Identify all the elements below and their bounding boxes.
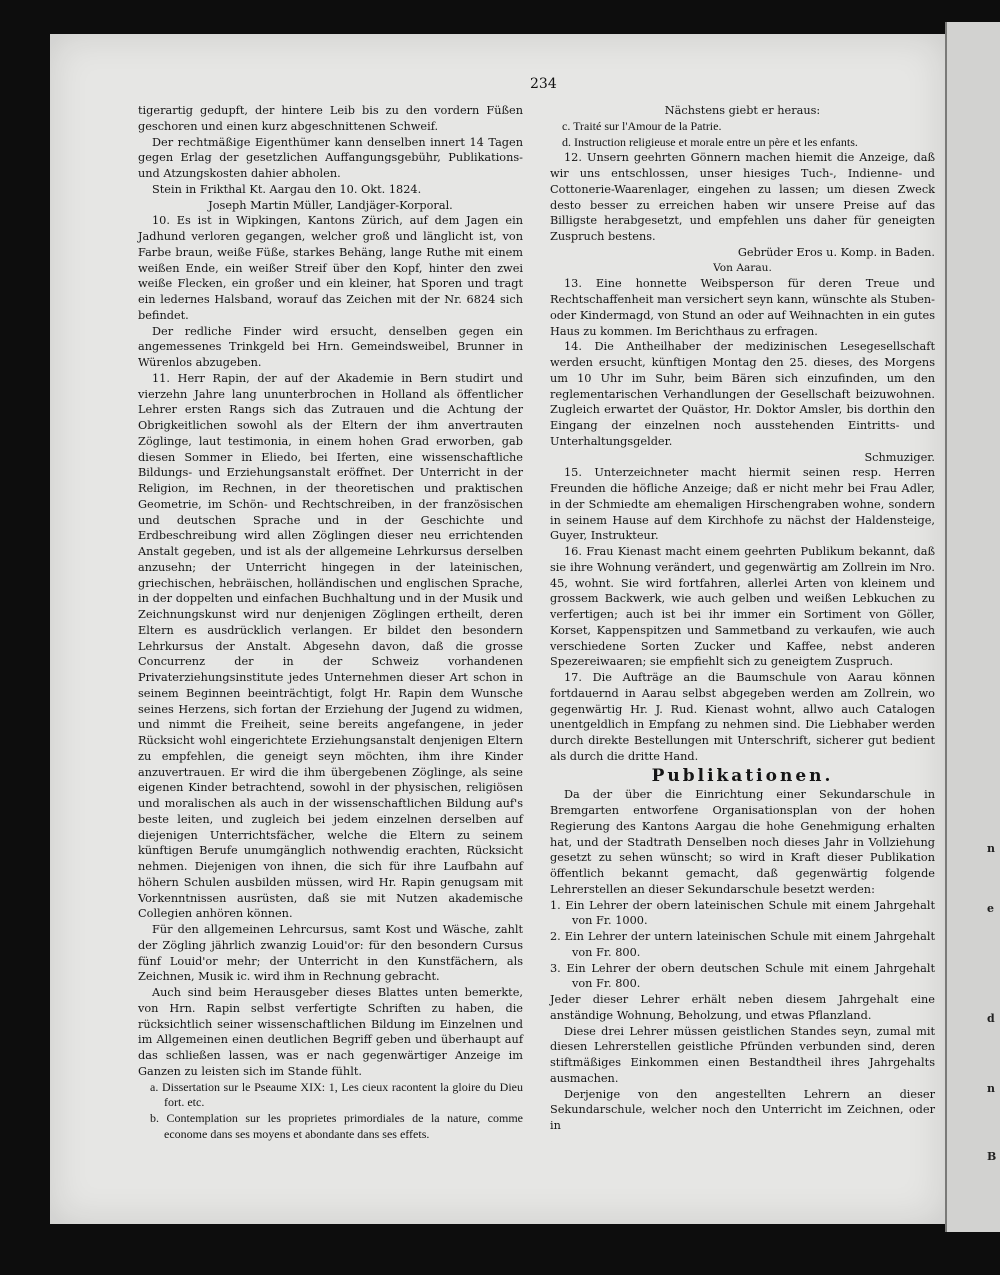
paragraph: d. Instruction religieuse et morale entre un père et les enfants. xyxy=(562,134,858,149)
adjacent-page-edge xyxy=(945,22,1000,1232)
page-number: 234 xyxy=(530,76,557,92)
paragraph: Gebrüder Eros u. Komp. in Baden. xyxy=(737,245,935,259)
section-heading: Publikationen. xyxy=(651,765,834,786)
paragraph: Jeder dieser Lehrer erhält neben diesem Jahrgehalt eine anständige Wohnung, Beholzung, und etwas Pflanzland. xyxy=(550,993,935,1022)
edge-fragment: d xyxy=(987,1012,995,1025)
paragraph: Diese drei Lehrer müssen geistlichen Standes seyn, zumal mit diesen Lehrerstellen geistliche Pfründen verbunden sind, deren stiftmäßiges Einkommen einen Bestandtheil ihres Jahrgehalts ausmachen. xyxy=(550,1024,935,1085)
paragraph: 16. Frau Kienast macht einem geehrten Publikum bekannt, daß sie ihre Wohnung verändert, und gegenwärtig am Zollrein im Nro. 45, wohnt. Sie wird fortfahren, allerlei Arten von kleinem und grossem Backwerk, wie auch gelben und weißen Lebkuchen zu verfertigen; auch ist bei ihr immer ein Sortiment von Göller, Korset, Kappenspitzen und Sammetband zu verkaufen, wie auch verschiedene Sorten Zucker und Kaffee, nebst anderen Spezereiwaaren; sie empfiehlt sich zu geneigtem Zuspruch. xyxy=(550,545,935,669)
paragraph: 11. Herr Rapin, der auf der Akademie in Bern studirt und vierzehn Jahre lang ununterbrochen in Holland als öffentlicher Lehrer ersten Rangs sich das Zutrauen und die Achtung der Obrigkeitlichen sowohl als der Eltern der ihm anvertrauten Zöglinge, laut testimonia, in einem hohen Grad erworben, gab diesen Sommer in Eliedo, bei Iferten, eine wissenschaftliche Bildungs- und Erziehungsanstalt eröffnet. Der Unterricht in der Religion, im Rechnen, in der theoretischen und praktischen Geometrie, im Schön- und Rechtschreiben, in der französischen und deutschen Sprache und in der Geschichte und Erdbeschreibung wird allen Zöglingen dieser neu errichtenden Anstalt gegeben, und ist als der allgemeine Lehrkursus derselben anzusehn; der Unterricht hingegen in der lateinischen, griechischen, hebräischen, holländischen und englischen Sprache, in der doppelten und einfachen Buchhaltung und in der Musik und Zeichnungskunst wird nur denjenigen Zöglingen ertheilt, deren Eltern es ausdrücklich verlangen. Er bildet den besondern Lehrkursus der Anstalt. Abgesehn davon, daß die grosse Concurrenz der in der Schweiz vorhandenen Privaterziehungsinstitute jedes Unternehmen dieser Art schon in seinem Beginnen beeinträchtigt, folgt Hr. Rapin dem Wunsche seines Herzens, sich fortan der Erziehung der Jugend zu widmen, und nimmt die Freiheit, seine bereits angefangene, in jeder Rücksicht wohl eingerichtete Erziehungsanstalt denjenigen Eltern zu empfehlen, die geneigt seyn möchten, ihm ihre Kinder anzuvertrauen. Er wird die ihm übergebenen Zöglinge, als seine eigenen Kinder betrachtend, sowohl in der physischen, religiösen und moralischen als auch in der wissenschaftlichen Bildung auf's beste leiten, und zugleich bei jedem einzelnen derselben auf diejenigen Unterrichtsfächer, welche die Eltern zu seinem künftigen Berufe unumgänglich nothwendig erachten, Rücksicht nehmen. Diejenigen von ihnen, die sich für ihre Laufbahn auf höhern Schulen ausbilden müssen, wird Hr. Rapin genugsam mit Vorkenntnissen ausrüsten, daß sie mit Nutzen akademische Collegien anhören können. xyxy=(138,371,523,921)
paragraph: a. Dissertation sur le Pseaume XIX: 1, Les cieux racontent la gloire du Dieu fort. etc. xyxy=(150,1079,523,1110)
paragraph: b. Contemplation sur les proprietes primordiales de la nature, comme econome dans ses moyens et abondante dans ses effets. xyxy=(150,1111,523,1141)
paragraph: Derjenige von den angestellten Lehrern an dieser Sekundarschule, welcher noch den Unterricht im Zeichnen, oder in xyxy=(550,1087,935,1132)
paragraph: 17. Die Aufträge an die Baumschule von Aarau können fortdauernd in Aarau selbst abgegeben werden am Zollrein, wo gegenwärtig Hr. J. Rud. Kienast wohnt, allwo auch Catalogen unentgeldlich in Empfang zu nehmen sind. Die Liebhaber werden durch direkte Bestellungen mit Unterschrift, sicherer gut bedient als durch die dritte Hand. xyxy=(550,671,935,763)
paragraph: 13. Eine honnette Weibsperson für deren Treue und Rechtschaffenheit man versichert seyn kann, wünschte als Stuben- oder Kindermagd, von Stund an oder auf Weihnachten in ein gutes Haus zu kommen. Im Berichthaus zu erfragen. xyxy=(550,277,935,338)
paragraph: Der rechtmäßige Eigenthümer kann denselben innert 14 Tagen gegen Erlag der gesetzlichen Auffangungsgebühr, Publikations- und Atzungskosten dahier abholen. xyxy=(138,135,523,180)
paragraph: Von Aarau. xyxy=(713,261,772,274)
paragraph: Für den allgemeinen Lehrcursus, samt Kost und Wäsche, zahlt der Zögling jährlich zwanzig Louid'or: für den besondern Cursus fünf Louid'or mehr; der Unterricht in den Kunstfächern, als Zeichnen, Musik ic. wird ihm in Rechnung gebracht. xyxy=(138,923,523,984)
paragraph: Joseph Martin Müller, Landjäger-Korporal. xyxy=(208,198,453,212)
paragraph: Da der über die Einrichtung einer Sekundarschule in Bremgarten entworfene Organisationsplan von der hohen Regierung des Kantons Aargau die hohe Genehmigung erhalten hat, und der Stadtrath Denselben noch dieses Jahr in Vollziehung gesetzt zu sehen wünscht; so wird in Kraft dieser Publikation öffentlich bekannt gemacht, daß gegenwärtig folgende Lehrerstellen an dieser Sekundarschule besetzt werden: xyxy=(550,788,935,896)
paragraph: Schmuziger. xyxy=(864,450,935,464)
edge-fragment: B xyxy=(987,1150,997,1163)
paragraph: tigerartig gedupft, der hintere Leib bis zu den vordern Füßen geschoren und einen kurz abgeschnittenen Schweif. xyxy=(138,104,523,133)
edge-fragment: e xyxy=(987,902,994,915)
left-column xyxy=(138,103,523,1143)
paragraph: 15. Unterzeichneter macht hiermit seinen resp. Herren Freunden die höfliche Anzeige; daß er nicht mehr bei Frau Adler, in der Schmiedte am ehemaligen Hirschengraben wohne, sondern in seinem Hause auf dem Kirchhofe zu nächst der Haldensteige, Guyer, Instrukteur. xyxy=(550,466,935,543)
paragraph: 12. Unsern geehrten Gönnern machen hiemit die Anzeige, daß wir uns entschlossen, unser hiesiges Tuch-, Indienne- und Cottonerie-Waarenlager, eingehen zu lassen; um diesen Zweck desto besser zu erreichen haben wir unsere Preise auf das Billigste herabgesetzt, und empfehlen uns daher für geneigten Zuspruch bestens. xyxy=(550,151,935,243)
paragraph: 3. Ein Lehrer der obern deutschen Schule mit einem Jahrgehalt von Fr. 800. xyxy=(550,961,935,991)
edge-fragment: n xyxy=(987,842,995,855)
paragraph: 14. Die Antheilhaber der medizinischen Lesegesellschaft werden ersucht, künftigen Montag den 25. dieses, des Morgens um 10 Uhr im Suhr, beim Bären sich einzufinden, um den reglementarischen Verhandlungen der Gesellschaft beizuwohnen. Zugleich erwartet der Quästor, Hr. Doktor Amsler, bis dorthin den Eingang der einzelnen noch ausstehenden Eintritts- und Unterhaltungsgelder. xyxy=(550,340,935,448)
paragraph: Stein in Frikthal Kt. Aargau den 10. Okt. 1824. xyxy=(152,182,422,196)
paragraph: 1. Ein Lehrer der obern lateinischen Schule mit einem Jahrgehalt von Fr. 1000. xyxy=(550,898,935,928)
paragraph: Nächstens giebt er heraus: xyxy=(664,104,821,117)
paragraph: Der redliche Finder wird ersucht, denselben gegen ein angemessenes Trinkgeld bei Hrn. Gemeindsweibel, Brunner in Würenlos abzugeben. xyxy=(138,324,523,369)
paragraph: Auch sind beim Herausgeber dieses Blattes unten bemerkte, von Hrn. Rapin selbst verfertigte Schriften zu haben, die rücksichtlich seiner wissenschaftlichen Bildung im Einzelnen und im Allgemeinen einen deutlichen Begriff geben und überhaupt auf das schließen lassen, was er nach gegenwärtiger Anzeige im Ganzen zu leisten sich im Stande fühlt. xyxy=(138,986,523,1078)
paragraph: c. Traité sur l'Amour de la Patrie. xyxy=(562,118,722,133)
paragraph: 2. Ein Lehrer der untern lateinischen Schule mit einem Jahrgehalt von Fr. 800. xyxy=(550,930,935,959)
paragraph: 10. Es ist in Wipkingen, Kantons Zürich, auf dem Jagen ein Jadhund verloren gegangen, welcher groß und länglicht ist, von Farbe braun, weiße Füße, starkes Behäng, lange Ruthe mit einem weißen Ende, ein weißer Streif über den Kopf, hinter den zwei weiße Flecken, ein großer und ein kleiner, hat Sporen und tragt ein ledernes Halsband, worauf das Zeichen mit der Nr. 6824 sich befindet. xyxy=(138,214,523,322)
edge-fragment: n xyxy=(987,1082,995,1095)
right-column xyxy=(550,103,935,1134)
